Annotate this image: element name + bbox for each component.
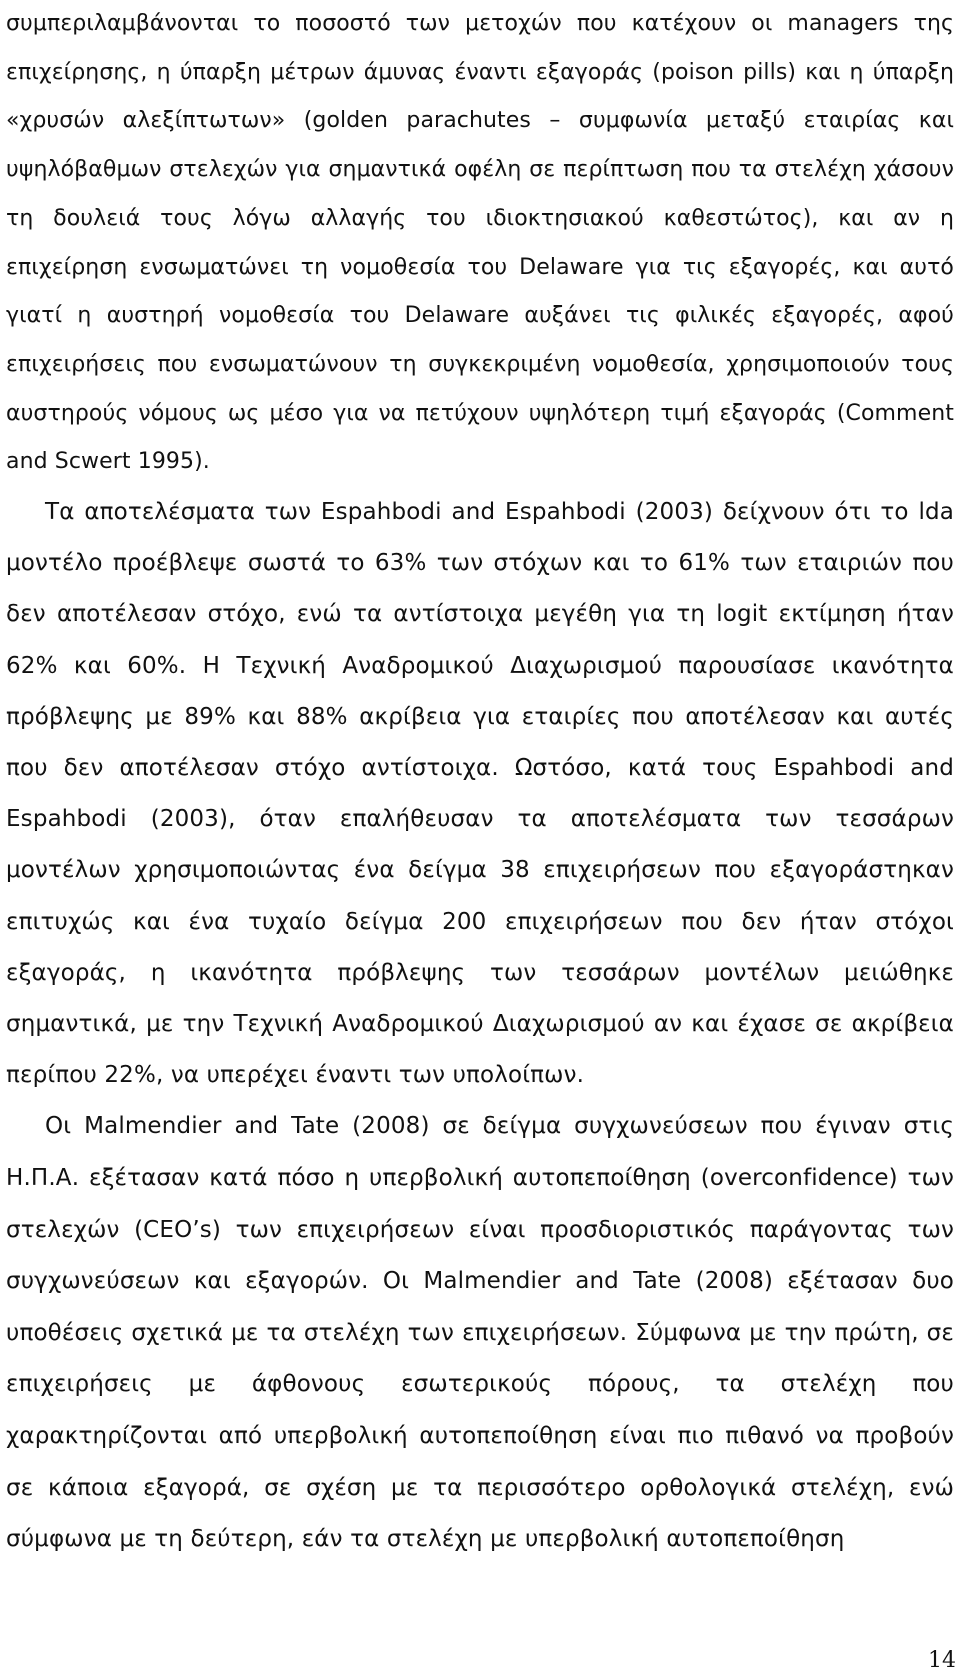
paragraph-malmendier-tate: Οι Malmendier and Tate (2008) σε δείγμα συγχωνεύσεων που έγιναν στις Η.Π.Α. εξέτασαν κατά πόσο η υπερβολική αυτοπεποίθηση (overconfidence) των στελεχών (CEO’s) των επιχειρήσεων είναι προσδιοριστικός παράγοντας των συγχωνεύσεων και εξαγορών. Οι Malmendier and Tate (2008) εξέτασαν δυο υποθέσεις σχετικά με τα στελέχη των επιχειρήσεων. Σύμφωνα με την πρώτη, σε επιχειρήσεις με άφθονους εσωτερικούς πόρους, τα στελέχη που χαρακτηρίζονται από υπερβολική αυτοπεποίθηση είναι πιο πιθανό να προβούν σε κάποια εξαγορά, σε σχέση με τα περισσότερο ορθολογικά στελέχη, ενώ σύμφωνα με τη δεύτερη, εάν τα στελέχη με υπερβολική αυτοπεποίθηση bbox=[6, 1113, 954, 1553]
page-number: 14 bbox=[928, 1648, 956, 1673]
body-text bbox=[6, 0, 954, 1566]
paragraph-espahbodi-results: Τα αποτελέσματα των Espahbodi and Espahbodi (2003) δείχνουν ότι το lda μοντέλο προέβλεψε σωστά το 63% των στόχων και το 61% των εταιριών που δεν αποτέλεσαν στόχο, ενώ τα αντίστοιχα μεγέθη για τη logit εκτίμηση ήταν 62% και 60%. Η Τεχνική Αναδρομικού Διαχωρισμού παρουσίασε ικανότητα πρόβλεψης με 89% και 88% ακρίβεια για εταιρίες που αποτέλεσαν και αυτές που δεν αποτέλεσαν στόχο αντίστοιχα. Ωστόσο, κατά τους Espahbodi and Espahbodi (2003), όταν επαλήθευσαν τα αποτελέσματα των τεσσάρων μοντέλων χρησιμοποιώντας ένα δείγμα 38 επιχειρήσεων που εξαγοράστηκαν επιτυχώς και ένα τυχαίο δείγμα 200 επιχειρήσεων που δεν ήταν στόχοι εξαγοράς, η ικανότητα πρόβλεψης των τεσσάρων μοντέλων μειώθηκε σημαντικά, με την Τεχνική Αναδρομικού Διαχωρισμού αν και έχασε σε ακρίβεια περίπου 22%, να υπερέχει έναντι των υπολοίπων. bbox=[6, 499, 954, 1089]
paragraph-takeover-defenses: συμπεριλαμβάνονται το ποσοστό των μετοχών που κατέχουν οι managers της επιχείρησης, η ύπαρξη μέτρων άμυνας έναντι εξαγοράς (poison pills) και η ύπαρξη «χρυσών αλεξίπτωτων» (golden parachutes – συμφωνία μεταξύ εταιρίας και υψηλόβαθμων στελεχών για σημαντικά οφέλη σε περίπτωση που τα στελέχη χάσουν τη δουλειά τους λόγω αλλαγής του ιδιοκτησιακού καθεστώτος), και αν η επιχείρηση ενσωματώνει τη νομοθεσία του Delaware για τις εξαγορές, και αυτό γιατί η αυστηρή νομοθεσία του Delaware αυξάνει τις φιλικές εξαγορές, αφού επιχειρήσεις που ενσωματώνουν τη συγκεκριμένη νομοθεσία, χρησιμοποιούν τους αυστηρούς νόμους ως μέσο για να πετύχουν υψηλότερη τιμή εξαγοράς (Comment and Scwert 1995). bbox=[6, 11, 954, 475]
